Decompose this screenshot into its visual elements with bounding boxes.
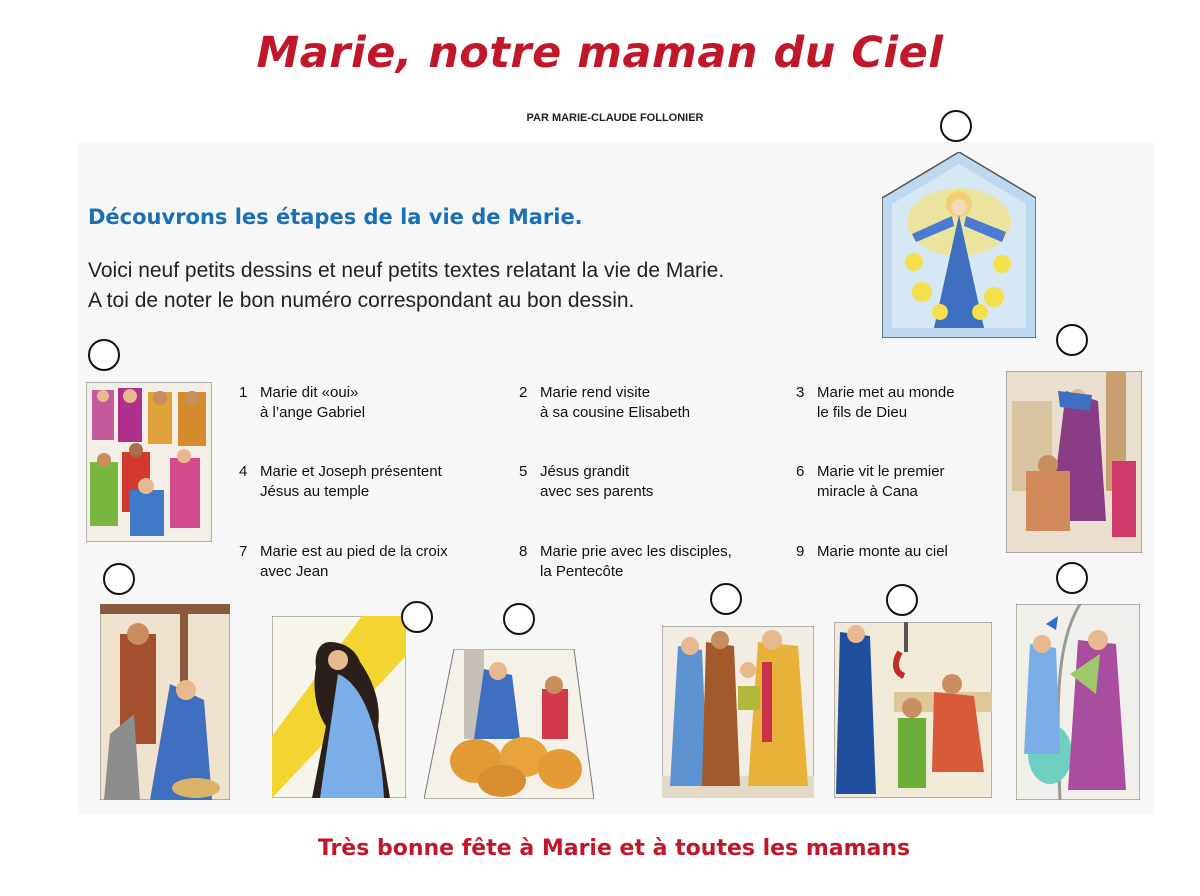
author-byline: PAR MARIE-CLAUDE FOLLONIER xyxy=(526,112,704,124)
drawing-pentecost-art xyxy=(86,382,212,542)
drawing-growing-up xyxy=(834,622,992,798)
drawing-presentation-art xyxy=(662,626,814,798)
caption-item-9 xyxy=(796,542,948,562)
drawing-annunciation-art xyxy=(272,616,406,798)
drawing-foot-of-cross-art xyxy=(1006,371,1142,553)
answer-circle-nativity[interactable] xyxy=(103,563,135,595)
caption-item-5 xyxy=(519,462,654,502)
answer-circle-visitation[interactable] xyxy=(1056,562,1088,594)
answer-circle-presentation[interactable] xyxy=(710,583,742,615)
caption-number: 7 xyxy=(239,543,248,560)
drawing-assumption-art xyxy=(882,152,1036,338)
activity-instructions xyxy=(88,256,724,316)
caption-text: Marie est au pied de la croix avec Jean xyxy=(260,543,448,580)
caption-number: 4 xyxy=(239,463,248,480)
caption-number: 8 xyxy=(519,543,528,560)
drawing-visitation xyxy=(1016,604,1140,800)
caption-text: Marie vit le premier miracle à Cana xyxy=(817,463,945,500)
caption-number: 3 xyxy=(796,384,805,401)
caption-item-3 xyxy=(796,383,955,423)
drawing-annunciation xyxy=(272,616,406,798)
instructions-line-2: A toi de noter le bon numéro correspondant au bon dessin. xyxy=(88,289,635,312)
caption-text: Marie et Joseph présentent Jésus au temple xyxy=(260,463,442,500)
answer-circle-growing-up[interactable] xyxy=(886,584,918,616)
drawing-pentecost xyxy=(86,382,212,542)
drawing-growing-up-art xyxy=(834,622,992,798)
caption-number: 1 xyxy=(239,384,248,401)
closing-message: Très bonne fête à Marie et à toutes les mamans xyxy=(317,836,911,861)
activity-subtitle: Découvrons les étapes de la vie de Marie. xyxy=(88,205,583,229)
answer-circle-annunciation[interactable] xyxy=(401,601,433,633)
drawing-cana-art xyxy=(424,649,594,799)
caption-item-4 xyxy=(239,462,442,502)
caption-item-8 xyxy=(519,542,732,582)
instructions-line-1: Voici neuf petits dessins et neuf petits textes relatant la vie de Marie. xyxy=(88,259,725,282)
caption-text: Marie rend visite à sa cousine Elisabeth xyxy=(540,384,691,421)
caption-number: 9 xyxy=(796,543,805,560)
caption-number: 6 xyxy=(796,463,805,480)
caption-text: Marie met au monde le fils de Dieu xyxy=(817,384,955,421)
caption-text: Marie prie avec les disciples, la Pentecôte xyxy=(540,543,732,580)
drawing-visitation-art xyxy=(1016,604,1140,800)
drawing-presentation xyxy=(662,626,814,798)
caption-item-2 xyxy=(519,383,691,423)
caption-item-6 xyxy=(796,462,945,502)
drawing-foot-of-cross xyxy=(1006,371,1142,553)
caption-item-7 xyxy=(239,542,448,582)
caption-number: 5 xyxy=(519,463,528,480)
answer-circle-assumption[interactable] xyxy=(940,110,972,142)
caption-text: Marie dit «oui» à l’ange Gabriel xyxy=(260,384,366,421)
caption-text: Marie monte au ciel xyxy=(817,543,948,560)
drawing-cana xyxy=(424,649,594,799)
answer-circle-cana[interactable] xyxy=(503,603,535,635)
caption-item-1 xyxy=(239,383,366,423)
drawing-nativity xyxy=(100,604,230,800)
page-title: Marie, notre maman du Ciel xyxy=(256,28,944,78)
drawing-nativity-art xyxy=(100,604,230,800)
answer-circle-foot-of-cross[interactable] xyxy=(1056,324,1088,356)
caption-number: 2 xyxy=(519,384,528,401)
answer-circle-pentecost[interactable] xyxy=(88,339,120,371)
caption-text: Jésus grandit avec ses parents xyxy=(540,463,654,500)
drawing-assumption xyxy=(882,152,1036,338)
